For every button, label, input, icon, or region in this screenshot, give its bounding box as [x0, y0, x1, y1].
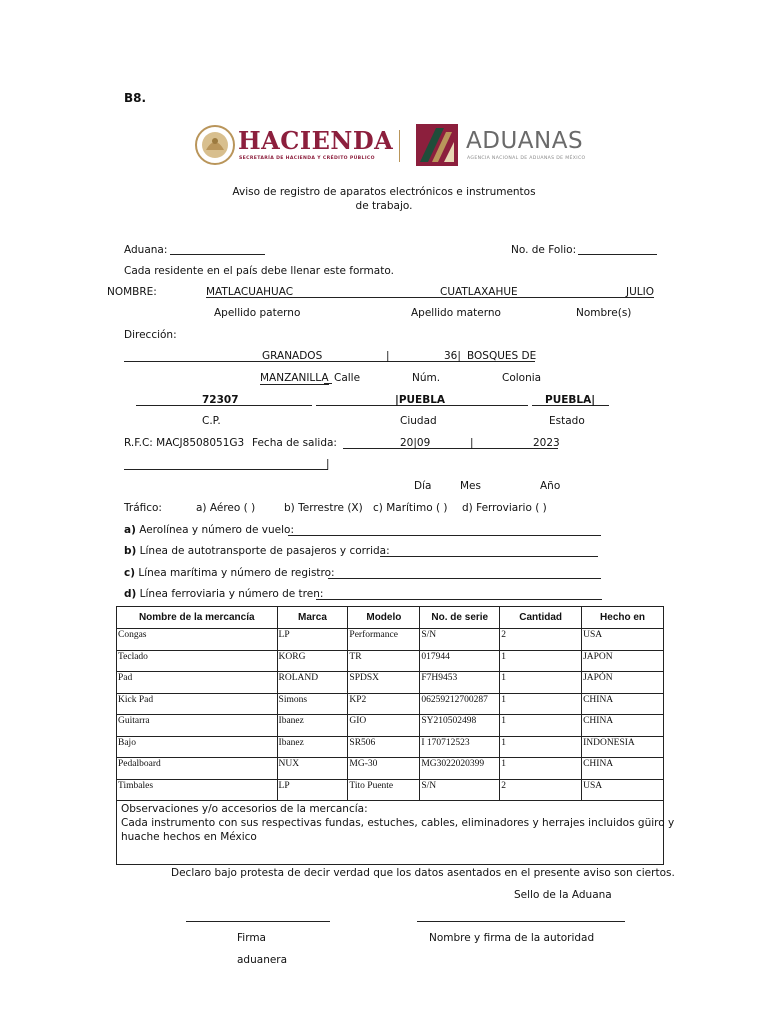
instruction-text: Cada residente en el país debe llenar este formato.: [124, 265, 394, 277]
cell-nombre[interactable]: Pedalboard: [117, 758, 278, 780]
cell-modelo[interactable]: Tito Puente: [348, 779, 420, 801]
colonia-value-a: BOSQUES DE: [467, 350, 537, 362]
cell-hecho[interactable]: INDONESIA: [582, 736, 664, 758]
aduana-input[interactable]: [170, 254, 265, 255]
col-hecho-header: Hecho en: [582, 607, 664, 629]
mes-label: Mes: [460, 480, 481, 492]
colonia-underline-tail: [324, 383, 332, 384]
cell-marca[interactable]: Simons: [277, 693, 348, 715]
ferroviaria-input[interactable]: [316, 599, 602, 600]
nombres-value: JULIO: [626, 286, 654, 298]
trafico-ferroviario-option[interactable]: d) Ferroviario ( ): [462, 502, 547, 514]
folio-label: No. de Folio:: [511, 244, 577, 256]
cell-serie[interactable]: F7H9453: [420, 672, 500, 694]
cell-modelo[interactable]: SR506: [348, 736, 420, 758]
cell-nombre[interactable]: Congas: [117, 629, 278, 651]
estado-label: Estado: [549, 415, 585, 427]
rfc-extra-pipe: |: [326, 458, 330, 470]
table-row: [117, 650, 664, 672]
trafico-label: Tráfico:: [124, 502, 162, 514]
firma-line[interactable]: [186, 921, 330, 922]
cp-label: C.P.: [202, 415, 221, 427]
aerolinea-prefix: a): [124, 524, 136, 536]
aerolinea-input[interactable]: [288, 535, 601, 536]
calle-separator: |: [386, 350, 390, 362]
colonia-label: Colonia: [502, 372, 542, 384]
form-title-line1: Aviso de registro de aparatos electrónicos e instrumentos: [232, 186, 536, 198]
cell-modelo[interactable]: KP2: [348, 693, 420, 715]
cp-value: 72307: [202, 394, 239, 406]
dia-label: Día: [414, 480, 432, 492]
cell-serie[interactable]: 06259212700287: [420, 693, 500, 715]
fecha-dia-mes-value: 20|09: [400, 437, 431, 449]
table-row: [117, 629, 664, 651]
ferroviaria-line-label: [124, 588, 323, 600]
ciudad-value: |PUEBLA: [395, 394, 446, 406]
colonia-value-b: [260, 372, 329, 385]
apellido-materno-label: Apellido materno: [411, 307, 501, 319]
autotransporte-prefix: b): [124, 545, 137, 557]
rfc-extra-line[interactable]: [124, 469, 328, 470]
cell-nombre[interactable]: Kick Pad: [117, 693, 278, 715]
autoridad-firma-line[interactable]: [417, 921, 625, 922]
autotransporte-input[interactable]: [380, 556, 598, 557]
col-modelo-header: Modelo: [348, 607, 420, 629]
direccion-label: Dirección:: [124, 329, 177, 341]
mercancia-table: [116, 606, 664, 801]
cell-serie[interactable]: 017944: [420, 650, 500, 672]
sello-label: Sello de la Aduana: [514, 889, 612, 901]
cell-serie[interactable]: I 170712523: [420, 736, 500, 758]
national-seal-icon: [194, 124, 236, 166]
cell-modelo[interactable]: MG-30: [348, 758, 420, 780]
cell-cantidad[interactable]: 1: [500, 715, 582, 737]
logo-divider: [399, 130, 400, 162]
cell-nombre[interactable]: Bajo: [117, 736, 278, 758]
apellido-materno-value: CUATLAXAHUE: [440, 286, 518, 298]
cell-nombre[interactable]: Pad: [117, 672, 278, 694]
maritima-line-label: [124, 567, 335, 579]
cell-hecho[interactable]: CHINA: [582, 715, 664, 737]
cell-marca[interactable]: KORG: [277, 650, 348, 672]
table-row: [117, 693, 664, 715]
aduanas-emblem-icon: [416, 124, 458, 166]
form-title-line2: de trabajo.: [355, 200, 413, 212]
aduanas-subtitle: AGENCIA NACIONAL DE ADUANAS DE MÉXICO: [467, 156, 586, 161]
apellido-paterno-value: MATLACUAHUAC: [206, 286, 294, 298]
numero-value: 36|: [444, 350, 461, 362]
nombres-label: Nombre(s): [576, 307, 632, 319]
col-cantidad-header: Cantidad: [500, 607, 582, 629]
observaciones-box[interactable]: [116, 800, 675, 865]
cell-hecho[interactable]: JAPON: [582, 650, 664, 672]
observaciones-line2: huache hechos en México: [121, 831, 257, 843]
fecha-salida-label: Fecha de salida:: [252, 437, 337, 449]
aduana-label: Aduana:: [124, 244, 168, 256]
nombre-label: NOMBRE:: [107, 286, 157, 298]
cell-hecho[interactable]: USA: [582, 779, 664, 801]
aduanas-wordmark: ADUANAS: [466, 128, 584, 154]
cell-hecho[interactable]: JAPÓN: [582, 672, 664, 694]
maritima-prefix: c): [124, 567, 136, 579]
cell-cantidad[interactable]: 1: [500, 650, 582, 672]
form-code: B8.: [124, 91, 147, 105]
apellido-paterno-label: Apellido paterno: [214, 307, 301, 319]
autotransporte-text: Línea de autotransporte de pasajeros y corrida:: [136, 545, 390, 557]
observaciones-line1: Cada instrumento con sus respectivas fundas, estuches, cables, eliminadores y herrajes incluidos güiro y: [121, 817, 675, 829]
fecha-separator: |: [470, 437, 474, 449]
cell-cantidad[interactable]: 1: [500, 693, 582, 715]
cell-cantidad[interactable]: 1: [500, 736, 582, 758]
cell-modelo[interactable]: TR: [348, 650, 420, 672]
cell-hecho[interactable]: CHINA: [582, 758, 664, 780]
hacienda-subtitle: SECRETARÍA DE HACIENDA Y CRÉDITO PÚBLICO: [239, 156, 375, 161]
cell-cantidad[interactable]: 2: [500, 779, 582, 801]
cell-serie[interactable]: S/N: [420, 779, 500, 801]
aerolinea-text: Aerolínea y número de vuelo:: [135, 524, 294, 536]
declaration-text: Declaro bajo protesta de decir verdad que los datos asentados en el presente aviso son ciertos.: [171, 867, 675, 879]
fecha-salida-input[interactable]: [343, 448, 558, 449]
trafico-terrestre-option[interactable]: b) Terrestre (X): [284, 502, 363, 514]
aerolinea-line-label: [124, 524, 294, 536]
autoridad-label: Nombre y firma de la autoridad: [429, 932, 595, 944]
observaciones-label: Observaciones y/o accesorios de la mercancía:: [121, 803, 368, 815]
autotransporte-line-label: [124, 545, 390, 557]
table-row: [117, 736, 664, 758]
num-label: Núm.: [412, 372, 441, 384]
calle-label: Calle: [334, 372, 361, 384]
fecha-anio-value: 2023: [533, 437, 560, 449]
ferroviaria-prefix: d): [124, 588, 137, 600]
maritima-text: Línea marítima y número de registro:: [135, 567, 335, 579]
estado-value: PUEBLA|: [545, 394, 596, 406]
table-row: [117, 715, 664, 737]
cell-nombre[interactable]: Guitarra: [117, 715, 278, 737]
cell-cantidad[interactable]: 1: [500, 672, 582, 694]
folio-input[interactable]: [578, 254, 657, 255]
table-row: [117, 758, 664, 780]
cell-marca[interactable]: LP: [277, 779, 348, 801]
col-serie-header: No. de serie: [420, 607, 500, 629]
cell-serie[interactable]: SY210502498: [420, 715, 500, 737]
table-row: [117, 672, 664, 694]
rfc-label: R.F.C: MACJ8508051G3: [124, 437, 245, 449]
trafico-aereo-option[interactable]: a) Aéreo ( ): [196, 502, 256, 514]
ferroviaria-text: Línea ferroviaria y número de tren:: [136, 588, 324, 600]
firma-aduanera-label: aduanera: [237, 954, 288, 966]
anio-label: Año: [540, 480, 561, 492]
ciudad-label: Ciudad: [400, 415, 437, 427]
hacienda-wordmark: HACIENDA: [238, 126, 394, 155]
cell-cantidad[interactable]: 1: [500, 758, 582, 780]
colonia-value-b-text: MANZANILLA: [260, 372, 329, 384]
cell-modelo[interactable]: GIO: [348, 715, 420, 737]
cell-hecho[interactable]: CHINA: [582, 693, 664, 715]
cell-hecho[interactable]: USA: [582, 629, 664, 651]
cell-modelo[interactable]: SPDSX: [348, 672, 420, 694]
cell-marca[interactable]: NUX: [277, 758, 348, 780]
cell-serie[interactable]: S/N: [420, 629, 500, 651]
firma-label: Firma: [237, 932, 266, 944]
maritima-input[interactable]: [328, 578, 601, 579]
cell-modelo[interactable]: Performance: [348, 629, 420, 651]
cell-serie[interactable]: MG3022020399: [420, 758, 500, 780]
cell-nombre[interactable]: Teclado: [117, 650, 278, 672]
cell-marca[interactable]: ROLAND: [277, 672, 348, 694]
cell-marca[interactable]: Ibanez: [277, 715, 348, 737]
trafico-maritimo-option[interactable]: c) Marítimo ( ): [373, 502, 448, 514]
col-nombre-header: Nombre de la mercancía: [117, 607, 278, 629]
calle-value: GRANADOS: [262, 350, 323, 362]
cell-nombre[interactable]: Timbales: [117, 779, 278, 801]
table-row: [117, 779, 664, 801]
cell-cantidad[interactable]: 2: [500, 629, 582, 651]
table-header-row: [117, 607, 664, 629]
col-marca-header: Marca: [277, 607, 348, 629]
cell-marca[interactable]: LP: [277, 629, 348, 651]
cell-marca[interactable]: Ibanez: [277, 736, 348, 758]
